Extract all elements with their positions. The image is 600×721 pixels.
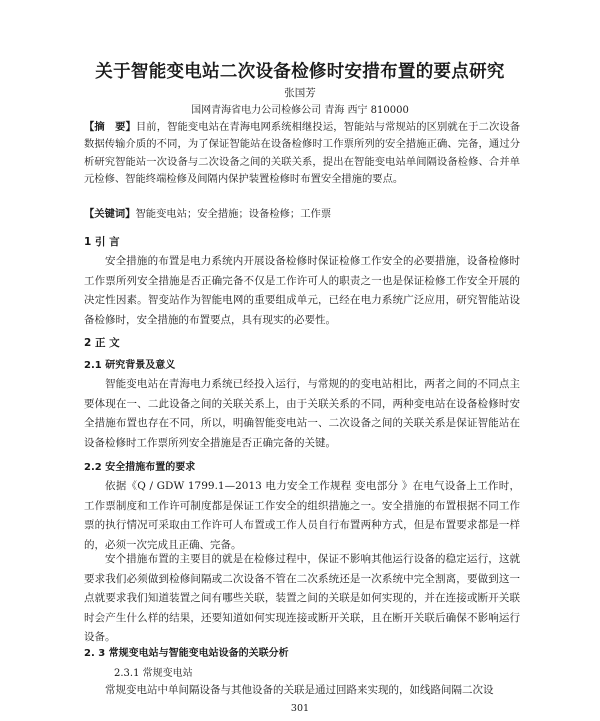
page-number: 301 — [290, 703, 310, 714]
section-2-3-1-heading: 2.3.1 常规变电站 — [114, 668, 193, 679]
keywords — [84, 206, 520, 223]
section-2-3-1-paragraph: 常规变电站中单间隔设备与其他设备的关联是通过回路来实现的，如线路间隔二次设 — [105, 684, 494, 696]
abstract-label: 【摘 要】 — [84, 121, 136, 133]
section-1-heading: 1 引 言 — [84, 236, 120, 248]
paper-title: 关于智能变电站二次设备检修时安措布置的要点研究 — [95, 62, 505, 82]
section-1-paragraph: 安全措施的布置是电力系统内开展设备检修时保证检修工作安全的必要措施，设备检修时工作票所列安全措施是否正确完备不仅是工作许可人的职责之一也是保证检修工作安全开展的决定性因素。智变站作为智能电网的重要组成单元，已经在电力系统广泛应用，研究智能站设备检修时，安全措施的布置要点，具有现实的必要性。 — [84, 255, 520, 326]
keywords-text: 智能变电站；安全措施；设备检修；工作票 — [135, 208, 332, 220]
paper-author: 张国芳 — [284, 87, 316, 99]
abstract — [84, 119, 520, 189]
section-2-2-paragraph-2: 安个措施布置的主要目的就是在检修过程中，保证不影响其他运行设备的稳定运行，这就要求我们必须做到检修间隔或二次设备不管在二次系统还是一次系统中完全割离，要做到这一点就要求我们知道装置之间有哪些关联，装置之间的关联是如何实现的，并在连接或断开关联时会产生什么样的结果，还要知道如何实现连接或断开关联，且在断开关联后确保不影响运行设备。 — [84, 553, 520, 644]
section-2-heading: 2 正 文 — [84, 337, 120, 349]
abstract-text: 目前，智能变电站在青海电网系统相继投运，智能站与常规站的区别就在于二次设备数据传输介质的不同，为了保证智能站在设备检修时工作票所列的安全措施正确、完备，通过分析研究智能站一次设备与二次设备之间的关联关系，提出在智能变电站单间隔设备检修、合并单元检修、智能终端检修及间隔内保护装置检修时布置安全措施的要点。 — [84, 121, 521, 186]
section-2-3-heading: 2. 3 常规变电站与智能变电站设备的关联分析 — [84, 648, 289, 659]
paper-affiliation: 国网青海省电力公司检修公司 青海 西宁 810000 — [191, 105, 409, 116]
keywords-label: 【关键词】 — [84, 208, 136, 220]
section-2-2-paragraph-1: 依据《Q / GDW 1799.1—2013 电力安全工作规程 变电部分 》在电气设备上工作时，工作票制度和工作许可制度都是保证工作安全的组织措施之一。安全措施的布置根据不同工作票的执行情况可采取由工作许可人布置或工作人员自行布置两种方式，但是布置要求都是一样的，必须一次完成且正确、完备。 — [84, 480, 520, 551]
section-2-2-heading: 2.2 安全措施布置的要求 — [84, 462, 196, 473]
section-2-1-heading: 2.1 研究背景及意义 — [84, 360, 176, 371]
section-2-1-paragraph: 智能变电站在青海电力系统已经投入运行，与常规的的变电站相比，两者之间的不同点主要体现在一、二此设备之间的关联关系上，由于关联关系的不同，两种变电站在设备检修时安全措施布置也存在不同，所以，明确智能变电站一、二次设备之间的关联关系是保证智能站在设备检修时工作票所列安全措施是否正确完备的关键。 — [84, 378, 520, 449]
